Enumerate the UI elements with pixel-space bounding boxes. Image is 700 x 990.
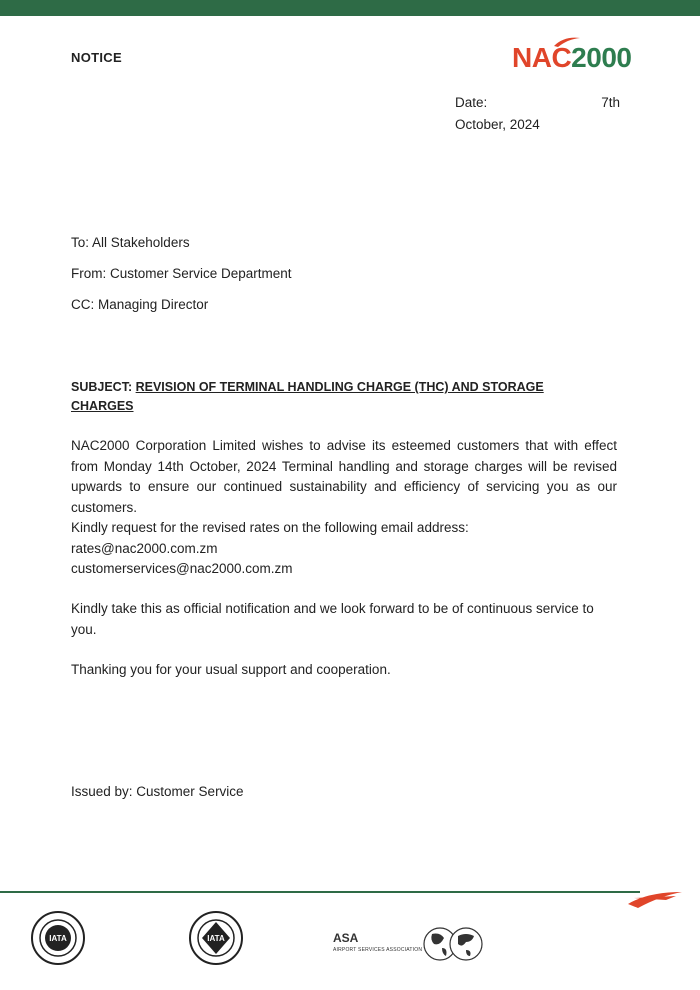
top-brand-bar [0,0,700,16]
date-block [455,92,620,136]
globe-icon [422,924,484,964]
logo-text-nac: NAC [512,42,572,73]
logo-text-2000: 2000 [571,42,632,73]
iata-partner-seal-icon [188,910,244,966]
memo-to: To: All Stakeholders [71,235,190,250]
iata-badge-left [30,910,86,971]
date-day: 7th [601,95,620,110]
email-rates[interactable]: rates@nac2000.com.zm [71,540,218,556]
body-paragraph-1: NAC2000 Corporation Limited wishes to advise its esteemed customers that with effect from Monday 14th October, 2024 Terminal handling and storage charges will be revised upwards to ensure our continued sustainability and efficiency of servicing you as our customers. [71,438,617,515]
nac2000-logo [512,36,642,78]
body-request-line: Kindly request for the revised rates on the following email address: [71,520,469,535]
subject-label: SUBJECT: [71,380,133,394]
asa-logo [333,931,422,953]
memo-cc: CC: Managing Director [71,297,209,312]
footer-divider [0,891,640,893]
date-label: Date: [455,95,488,110]
email-customer-services[interactable]: customerservices@nac2000.com.zm [71,561,293,576]
subject-line [71,378,591,416]
footer-swoosh-icon [626,888,684,910]
issued-by: Issued by: Customer Service [71,784,244,799]
body-main [71,436,617,580]
date-month-year: October, 2024 [455,117,540,132]
logo-text [512,41,631,75]
asa-title: ASA [333,931,359,945]
iata-badge-left-text: IATA [49,934,67,943]
body-paragraph-2: Kindly take this as official notification and we look forward to be of continuous service to you. [71,601,594,637]
notice-heading: NOTICE [71,50,122,65]
body-paragraph-3: Thanking you for your usual support and cooperation. [71,662,391,677]
iata-badge-right-text: IATA [207,934,225,943]
iata-badge-right [188,910,244,971]
memo-from: From: Customer Service Department [71,266,292,281]
asa-subtitle: AIRPORT SERVICES ASSOCIATION [333,947,423,953]
iata-seal-icon [30,910,86,966]
subject-title: REVISION OF TERMINAL HANDLING CHARGE (THC) AND STORAGE CHARGES [71,380,544,413]
